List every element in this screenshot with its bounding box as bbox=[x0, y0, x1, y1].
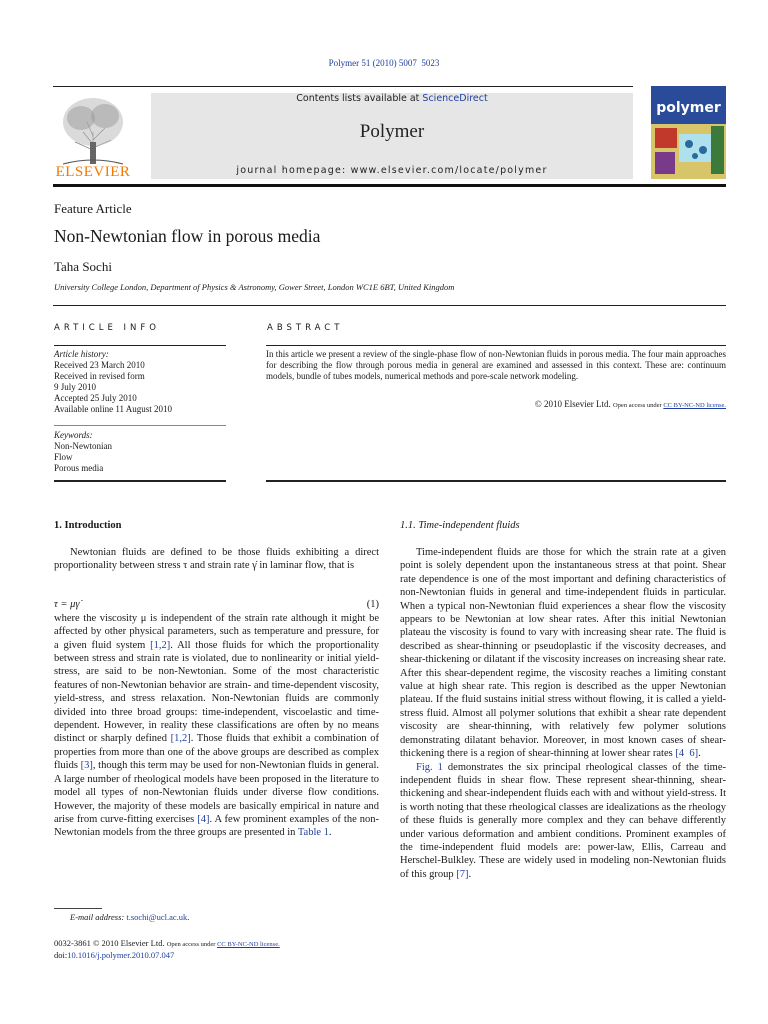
article-type: Feature Article bbox=[54, 201, 132, 216]
header-top-rule bbox=[53, 86, 633, 87]
abstract-top-rule bbox=[266, 345, 726, 346]
intro-paragraph-2 bbox=[54, 612, 379, 840]
contents-line bbox=[151, 93, 633, 104]
keyword: Flow bbox=[54, 452, 73, 462]
cover-title: polymer bbox=[656, 100, 721, 116]
issn-doi-block bbox=[54, 938, 280, 961]
abstract-text: In this article we present a review of the single-phase flow of non-Newtonian fluids in porous media. The four main approaches for describing the flow through porous media in general are examined and assessed in this context. These are: continuum models, bundle of tubes models, numerical methods and pore-scale network modeling. bbox=[266, 349, 726, 381]
history-line: Received 23 March 2010 bbox=[54, 360, 145, 370]
body-column-right bbox=[400, 546, 726, 881]
history-line: Accepted 25 July 2010 bbox=[54, 393, 137, 403]
info-bottom-rule bbox=[54, 480, 226, 482]
history-line: Available online 11 August 2010 bbox=[54, 404, 172, 414]
contents-prefix: Contents lists available at bbox=[296, 93, 423, 104]
keywords bbox=[54, 430, 226, 474]
figure-link[interactable]: Fig. 1 bbox=[416, 761, 443, 773]
abstract-copyright bbox=[266, 399, 726, 411]
license-link[interactable]: CC BY-NC-ND license. bbox=[663, 402, 726, 409]
section-heading-introduction: 1. Introduction bbox=[54, 520, 122, 531]
author-affiliation: University College London, Department of Physics & Astronomy, Gower Street, London WC1E 6BT, United Kingdom bbox=[54, 282, 455, 292]
subsection-paragraph-1 bbox=[400, 546, 726, 761]
abstract-bottom-rule bbox=[266, 480, 726, 482]
text-run: . bbox=[698, 748, 701, 760]
reference-link[interactable]: [1,2] bbox=[150, 639, 171, 651]
text-run: . bbox=[328, 827, 332, 839]
subsection-paragraph-2 bbox=[400, 761, 726, 882]
text-run: . A few prominent examples of the non-Newtonian models from the three groups are presented in bbox=[54, 813, 379, 839]
keyword: Porous media bbox=[54, 463, 104, 473]
text-run: , though this term may be used for non-Newtonian fluids in general. A large number of rheological models have been proposed in the literature to model all types of non-Newtonian fluids under diverse flow conditions. However, the majority of these models are basically empirical in nature and arise from curve-fitting exercises bbox=[54, 760, 379, 825]
doi-prefix: doi: bbox=[54, 950, 68, 960]
intro-paragraph-1: Newtonian fluids are defined to be those fluids exhibiting a direct proportionality between stress τ and strain rate γ̇ in laminar flow, that is bbox=[54, 547, 379, 572]
reference-link[interactable]: [1,2] bbox=[170, 733, 191, 745]
issn-text: 0032-3861 © 2010 Elsevier Ltd. bbox=[54, 938, 167, 948]
head-divider bbox=[53, 305, 726, 306]
history-line: 9 July 2010 bbox=[54, 382, 97, 392]
open-access-text: Open access under bbox=[612, 402, 664, 409]
email-link[interactable]: t.sochi@ucl.ac.uk bbox=[126, 912, 188, 922]
history-line: Received in revised form bbox=[54, 371, 145, 381]
footnote-email bbox=[70, 912, 189, 922]
subsection-heading-time-independent: 1.1. Time-independent fluids bbox=[400, 520, 520, 531]
article-title: Non-Newtonian flow in porous media bbox=[54, 226, 321, 246]
table-link[interactable]: Table 1 bbox=[297, 827, 329, 839]
open-access-text: Open access under bbox=[166, 941, 218, 948]
journal-citation[interactable]: Polymer 51 (2010) 5007 5023 bbox=[328, 58, 440, 68]
text-run: where the viscosity μ is independent of the strain rate although it might be affected by other physical parameters, such as temperature and pressure, for a given fluid system bbox=[54, 612, 379, 651]
keyword: Non-Newtonian bbox=[54, 441, 112, 451]
text-run: . All those fluids for which the proportionality between stress and strain rate is violated, due to nonlinearity or initial yield-stress, are said to be non-Newtonian. Some of the most characteristic features of non-Newtonian behavior are strain- and time-dependent viscosity, yield-stress, and stress relaxation. Non-Newtonian fluids are commonly divided into three broad groups: time-independent, viscoelastic and time-dependent. However, in reality these classifications are often by no means distinct or sharply defined bbox=[54, 639, 379, 745]
publisher-logo-text: ELSEVIER bbox=[55, 164, 131, 180]
journal-homepage[interactable]: journal homepage: www.elsevier.com/locate/polymer bbox=[236, 165, 548, 176]
equation-1 bbox=[54, 599, 379, 610]
text-run: Time-independent fluids are those for which the strain rate at a given point is solely dependent upon the instantaneous stress at that point. Shear rate dependence is one of the most important and defining characteristics of non-Newtonian fluids in general and time-independent fluids in particular. When a typical non-Newtonian fluid experiences a shear flow the viscosity appears to be Newtonian at low shear rates. After this initial Newtonian plateau the viscosity is found to vary with increasing shear rate. The fluid is described as shear-thinning or pseudoplastic if the viscosity decreases, and shear-thickening or dilatant if the viscosity increases on increasing shear rate. After this shear-dependent regime, the viscosity reaches a limiting constant value at high shear rate. This region is described as the upper Newtonian plateau. If the fluid sustains initial stress without flowing, it is called a yield-stress fluid. Almost all polymer solutions that exhibit a shear rate dependent viscosity are shear-thinning, with relatively few polymer solutions demonstrating dilatant behavior. Moreover, in most known cases of shear-thickening there is a region of shear-thinning at lower shear rates bbox=[400, 547, 726, 760]
sciencedirect-link[interactable]: ScienceDirect bbox=[422, 93, 488, 104]
issn-line bbox=[54, 938, 280, 950]
reference-link[interactable]: [4 6] bbox=[675, 748, 699, 760]
text-run: demonstrates the six principal rheological classes of the time-independent fluids in shear flow. These represent shear-thinning, shear-thickening and shear-independent fluids each with and without yield-stress. It is worth noting that these rheological classes are idealizations as the rheology of these fluids is generally more complex and they can behave differently under various deformation and ambient conditions. Prominent examples of the time-independent fluid models are: power-law, Ellis, Carreau and Herschel-Bulkley. These are widely used in modeling non-Newtonian fluids of this group bbox=[400, 761, 726, 880]
author-name[interactable]: Taha Sochi bbox=[54, 259, 112, 274]
license-link[interactable]: CC BY-NC-ND license. bbox=[217, 941, 280, 948]
article-info-label: ARTICLE INFO bbox=[54, 323, 160, 333]
doi-line bbox=[54, 950, 280, 961]
equation-text: τ = μγ̇ bbox=[54, 599, 80, 610]
reference-link[interactable]: [7] bbox=[456, 868, 469, 880]
article-history bbox=[54, 349, 226, 415]
body-column-left bbox=[54, 546, 379, 840]
journal-title: Polymer bbox=[359, 121, 425, 142]
equation-number: (1) bbox=[366, 599, 379, 610]
doi-link[interactable]: 10.1016/j.polymer.2010.07.047 bbox=[67, 950, 175, 960]
info-mid-rule bbox=[54, 425, 226, 426]
header-bottom-rule bbox=[53, 184, 726, 187]
footnote-rule bbox=[54, 908, 102, 909]
info-top-rule bbox=[54, 345, 226, 346]
reference-link[interactable]: [4] bbox=[197, 813, 210, 825]
reference-link[interactable]: [3] bbox=[80, 760, 93, 772]
copyright-text: © 2010 Elsevier Ltd. bbox=[534, 399, 613, 409]
keywords-label: Keywords: bbox=[54, 430, 93, 440]
abstract-label: ABSTRACT bbox=[267, 323, 344, 333]
history-label: Article history: bbox=[54, 349, 109, 359]
text-run: . bbox=[468, 868, 472, 880]
text-run: . bbox=[187, 912, 190, 922]
email-label: E-mail address: bbox=[70, 912, 127, 922]
text-run: . Those fluids that exhibit a combination of properties from more than one of the above groups are described as complex fluids bbox=[54, 733, 379, 772]
